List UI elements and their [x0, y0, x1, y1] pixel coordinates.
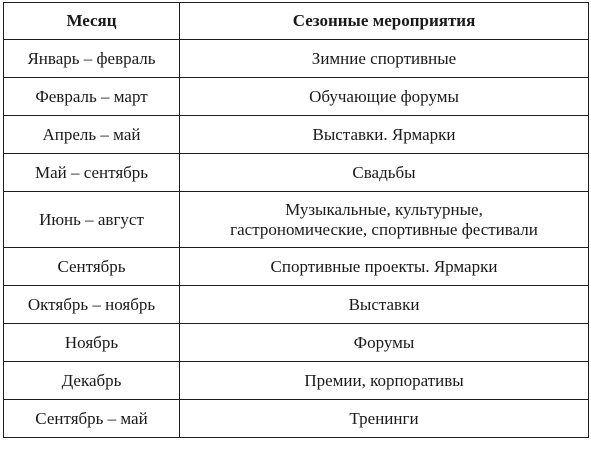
table-row	[4, 154, 589, 192]
month-cell: Февраль – март	[4, 78, 180, 116]
event-cell: Спортивные проекты. Ярмарки	[180, 248, 589, 286]
event-cell: Музыкальные, культурные, гастрономические, спортивные фестивали	[180, 192, 589, 248]
month-cell: Январь – февраль	[4, 40, 180, 78]
column-header-events: Сезонные мероприятия	[180, 3, 589, 40]
table-row	[4, 40, 589, 78]
table-row	[4, 362, 589, 400]
table-header-row	[4, 3, 589, 40]
month-cell: Сентябрь	[4, 248, 180, 286]
event-cell: Форумы	[180, 324, 589, 362]
table-row	[4, 192, 589, 248]
event-cell: Выставки	[180, 286, 589, 324]
event-cell: Тренинги	[180, 400, 589, 438]
month-cell: Сентябрь – май	[4, 400, 180, 438]
seasonal-events-table	[3, 2, 589, 438]
month-cell: Октябрь – ноябрь	[4, 286, 180, 324]
table-row	[4, 248, 589, 286]
table-row	[4, 286, 589, 324]
table-row	[4, 400, 589, 438]
month-cell: Декабрь	[4, 362, 180, 400]
event-cell: Обучающие форумы	[180, 78, 589, 116]
event-cell: Свадьбы	[180, 154, 589, 192]
column-header-month: Месяц	[4, 3, 180, 40]
table-row	[4, 324, 589, 362]
month-cell: Ноябрь	[4, 324, 180, 362]
month-cell: Май – сентябрь	[4, 154, 180, 192]
table-row	[4, 116, 589, 154]
event-cell: Премии, корпоративы	[180, 362, 589, 400]
month-cell: Апрель – май	[4, 116, 180, 154]
event-cell: Выставки. Ярмарки	[180, 116, 589, 154]
month-cell: Июнь – август	[4, 192, 180, 248]
event-cell: Зимние спортивные	[180, 40, 589, 78]
table-row	[4, 78, 589, 116]
